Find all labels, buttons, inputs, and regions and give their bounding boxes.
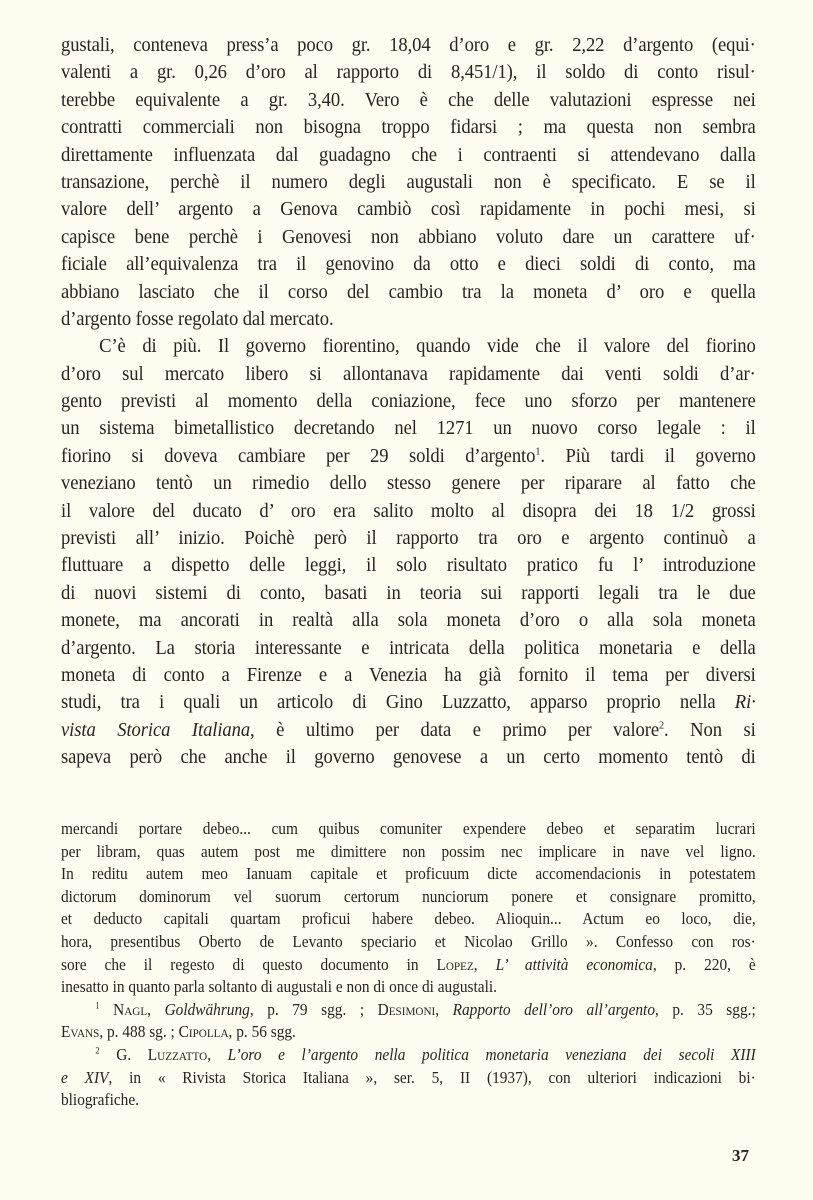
footnote-2-cont [61, 1067, 756, 1090]
italic-book-title: L’ attività economica [495, 954, 653, 974]
text-line: gento previsti al momento della coniazione, fece uno sforzo per mantenere [61, 390, 756, 413]
text-segment: , p. 35 sgg.; [654, 999, 756, 1019]
text-line: gustali, conteneva press’a poco gr. 18,04 d’oro e gr. 2,22 d’argento (equi· [61, 34, 756, 56]
footnotes [61, 818, 756, 1112]
text-line: d’argento. La storia interessante e intricata della politica monetaria e della [61, 636, 756, 659]
text-line: ficiale all’equivalenza tra il genovino da otto e dieci soldi di conto, ma [61, 253, 756, 276]
footnote-line: mercandi portare debeo... cum quibus comuniter expendere debeo et separatim lucrari [61, 819, 756, 838]
author-name: Cipolla [178, 1022, 229, 1042]
text-line: direttamente influenzata dal guadagno che i contraenti si attendevano dalla [61, 143, 756, 166]
text-segment: , [207, 1044, 228, 1064]
italic-book-title: Rapporto dell’oro all’argento [452, 999, 655, 1019]
text-line: di nuovi sistemi di conto, basati in teoria sui rapporti legali tra le due [61, 581, 756, 604]
footnote-marker: 2 [95, 1045, 100, 1056]
author-name: Lopez [436, 954, 474, 974]
text-line: d’argento fosse regolato dal mercato. [61, 307, 334, 330]
footnote-line [61, 954, 756, 977]
text-line: capisce bene perchè i Genovesi non abbiano voluto dare un carattere uf· [61, 225, 756, 248]
text-segment: , [473, 954, 496, 974]
text-segment: studi, tra i quali un articolo di Gino Luzzatto, apparso proprio nella [61, 691, 735, 714]
italic-book-title: Goldwährung [164, 999, 250, 1019]
italic-journal-title: vista Storica Italiana [61, 718, 251, 741]
text-segment: , p. 79 sgg. ; [249, 999, 378, 1019]
text-line: valenti a gr. 0,26 d’oro al rapporto di 8,451/1), il soldo di conto risul· [61, 61, 756, 84]
text-line: contratti commerciali non bisogna troppo fidarsi ; ma questa non sembra [61, 116, 756, 139]
footnote-2-cont: bliografiche. [61, 1090, 139, 1110]
footnote-ref-2[interactable]: 2 [658, 719, 665, 732]
footnote-line: dictorum dominorum vel suorum certorum nunciorum ponere et consignare promitto, [61, 886, 756, 906]
text-line: previsti all’ inizio. Poichè però il rapporto tra oro e argento continuò a [61, 527, 756, 550]
text-line: abbiano lasciato che il corso del cambio tra la moneta d’ oro e quella [61, 280, 756, 303]
text-segment: . Più tardi il governo [540, 444, 756, 467]
footnote-line: hora, presentibus Oberto de Levanto speciario et Nicolao Grillo ». Confesso con ros· [61, 931, 756, 951]
text-line [61, 443, 756, 470]
text-line: transazione, perchè il numero degli augustali non è specificato. E se il [61, 170, 756, 193]
footnote-line: et deducto capitali quartam proficui habere debeo. Alioquin... Actum eo loco, die, [61, 909, 756, 929]
author-name: Nagl [113, 999, 148, 1019]
text-line: il valore del ducato d’ oro era salito molto al disopra dei 18 1/2 grossi [61, 499, 756, 522]
footnote-1-cont [61, 1021, 756, 1044]
text-segment: , p. 220, è [652, 954, 756, 974]
footnote-line: In reditu autem meo Ianuam capitale et proficuum dicte accomendacionis in potestatem [61, 864, 756, 884]
footnote-ref-1[interactable]: 1 [535, 445, 541, 458]
footnote-line: per libram, quas autem post me dimittere non possim nec implicare in nave vel ligno. [61, 841, 756, 861]
author-name: Evans [61, 1022, 100, 1042]
text-segment: , p. 488 sg. ; [99, 1022, 179, 1042]
text-line: terebbe equivalente a gr. 3,40. Vero è che delle valutazioni espresse nei [61, 88, 756, 111]
text-line: valore dell’ argento a Genova cambiò così rapidamente in pochi mesi, si [61, 198, 756, 221]
text-segment: , in « Rivista Storica Italiana », ser. 5, II (1937), con ulteriori indicazioni bi· [108, 1067, 756, 1087]
text-line: moneta di conto a Firenze e a Venezia ha già fornito il tema per diversi [61, 663, 756, 686]
italic-book-title: L’oro e l’argento nella politica monetaria veneziana dei secoli XIII [227, 1044, 756, 1064]
footnote-line: inesatto in quanto parla soltanto di augustali e non di once di augustali. [61, 977, 497, 997]
footnote-1: $^1$ Nagl, Goldwährung, p. 79 sgg. ; Desimoni, Rapporto dell’oro all’argento, p. 35 sgg.; [95, 999, 756, 1019]
italic-journal-title: Ri· [734, 691, 756, 714]
author-name: Desimoni [377, 999, 436, 1019]
italic-book-title: e XIV [61, 1067, 109, 1087]
text-line: monete, ma ancorati in realtà alla sola moneta d’oro o alla sola moneta [61, 609, 756, 632]
text-line: veneziano tentò un rimedio dello stesso genere per riparare al fatto che [61, 472, 756, 495]
page-number: 37 [732, 1146, 749, 1165]
text-segment: . Non si [664, 718, 756, 741]
text-segment: sore che il regesto di questo documento in [61, 954, 437, 974]
text-segment: , p. 56 sgg. [228, 1022, 296, 1042]
main-text [61, 32, 756, 772]
text-line: un sistema bimetallistico decretando nel 1271 un nuovo corso legale : il [61, 417, 756, 440]
paragraph-start-line: C’è di più. Il governo fiorentino, quando vide che il valore del fiorino [99, 335, 756, 358]
footnote-marker: 1 [95, 1000, 100, 1011]
text-line [61, 689, 756, 716]
author-name: G. Luzzatto [116, 1044, 208, 1064]
text-line [61, 717, 756, 744]
text-line: d’oro sul mercato libero si allontanava rapidamente dai venti soldi d’ar· [61, 362, 756, 385]
text-segment: , è ultimo per data e primo per valore [250, 718, 659, 741]
text-line: fluttuare a dispetto delle leggi, il solo risultato pratico fu l’ introduzione [61, 554, 756, 577]
text-line: sapeva però che anche il governo genovese a un certo momento tentò di [61, 746, 756, 769]
text-segment: fiorino si doveva cambiare per 29 soldi d’argento [61, 444, 536, 467]
footnote-2 [61, 1044, 756, 1067]
